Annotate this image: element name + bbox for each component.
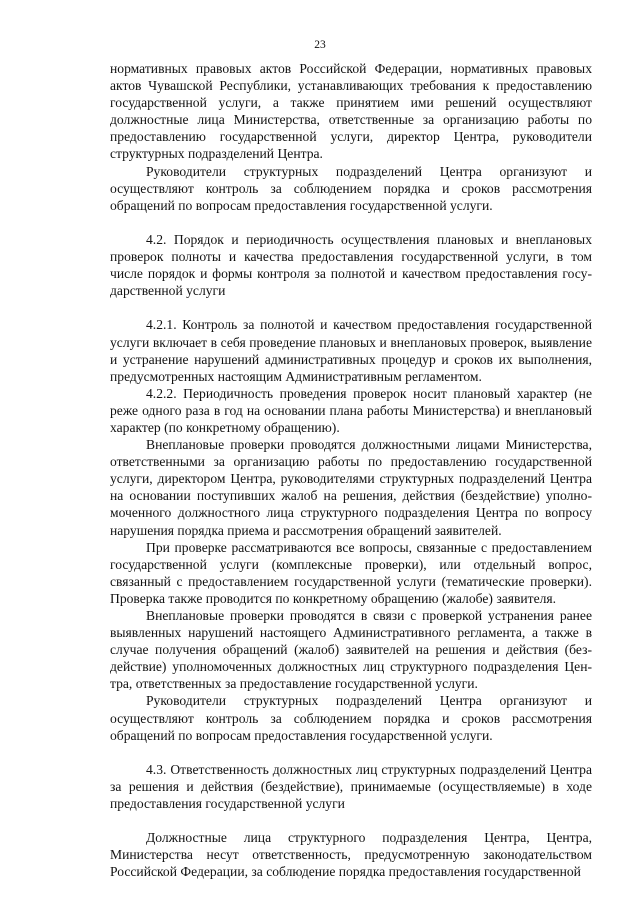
paragraph-unscheduled-checks: Внеплановые проверки проводятся должностными лицами Министерства, ответственными за организацию работы по предоставлению государственной услуги, директором Центра, руководителями структурных подразделений Центра на основании поступивших жалоб на решения, действия (бездействие) уполномоченного должностного лица структурного подразделения Центра по вопросу нарушения порядка приема и рассмотрения обращений заявителей. [110, 437, 592, 538]
paragraph-heads-control: Руководители структурных подразделений Центра организуют и осуществляют контроль за соблюдением порядка и сроков рассмотрения обращений по вопросам предоставления государственной услуги. [110, 163, 592, 213]
paragraph-check-scope: При проверке рассматриваются все вопросы, связанные с предоставлением государственной услуги (комплексные проверки), или отдельный вопрос, связанный с предоставлением государственной услуги (тематические проверки). Проверка также проводится по конкретному обращению (жалобе) заявителя. [110, 539, 592, 606]
paragraph-4-2-2: 4.2.2. Периодичность проведения проверок носит плановый характер (не реже одного раза в год на основании плана работы Министерства) и внеплановый характер (по конкретному обращению). [110, 385, 592, 435]
page-number: 23 [314, 39, 326, 51]
paragraph-4-2-1: 4.2.1. Контроль за полнотой и качеством предоставления государственной услуги включает в себя проведение плановых и внеплановых проверок, выявление и устранение нарушений административных процедур и сроков их выполнения, предусмотренных настоящим Административным регламентом. [110, 317, 592, 384]
paragraph-continuation: нормативных правовых актов Российской Федерации, нормативных правовых актов Чувашской Республики, устанавливающих требования к предоставлению государственной услуги, а также принятием ими решений осуществляют должностные лица Министерства, ответственные за организацию работы по предоставлению государственной услуги, директор Центра, руководители структурных подразделений Центра. [110, 61, 592, 162]
paragraph-responsibility: Должностные лица структурного подразделения Центра, Центра, Министерства несут ответственность, предусмотренную законодательством Российской Федерации, за соблюдение порядка предоставления государственной [110, 830, 592, 880]
document-body [110, 60, 592, 881]
section-heading-4-3: 4.3. Ответственность должностных лиц структурных подразделений Центра за решения и действия (бездействие), принимаемые (осуществляемые) в ходе предоставления государственной услуги [110, 761, 592, 812]
paragraph-unscheduled-reasons: Внеплановые проверки проводятся в связи с проверкой устранения ранее выявленных нарушений настоящего Административного регламента, а также в случае получения обращений (жалоб) заявителей на решения и действия (бездействие) уполномоченных должностных лиц структурного подразделения Центра, ответственных за предоставление государственной услуги. [110, 608, 592, 692]
paragraph-heads-control-repeat: Руководители структурных подразделений Центра организуют и осуществляют контроль за соблюдением порядка и сроков рассмотрения обращений по вопросам предоставления государственной услуги. [110, 693, 592, 743]
section-heading-4-2: 4.2. Порядок и периодичность осуществления плановых и внеплановых проверок полноты и качества предоставления государственной услуги, в том числе порядок и формы контроля за полнотой и качеством предоставления государственной услуги [110, 231, 592, 299]
